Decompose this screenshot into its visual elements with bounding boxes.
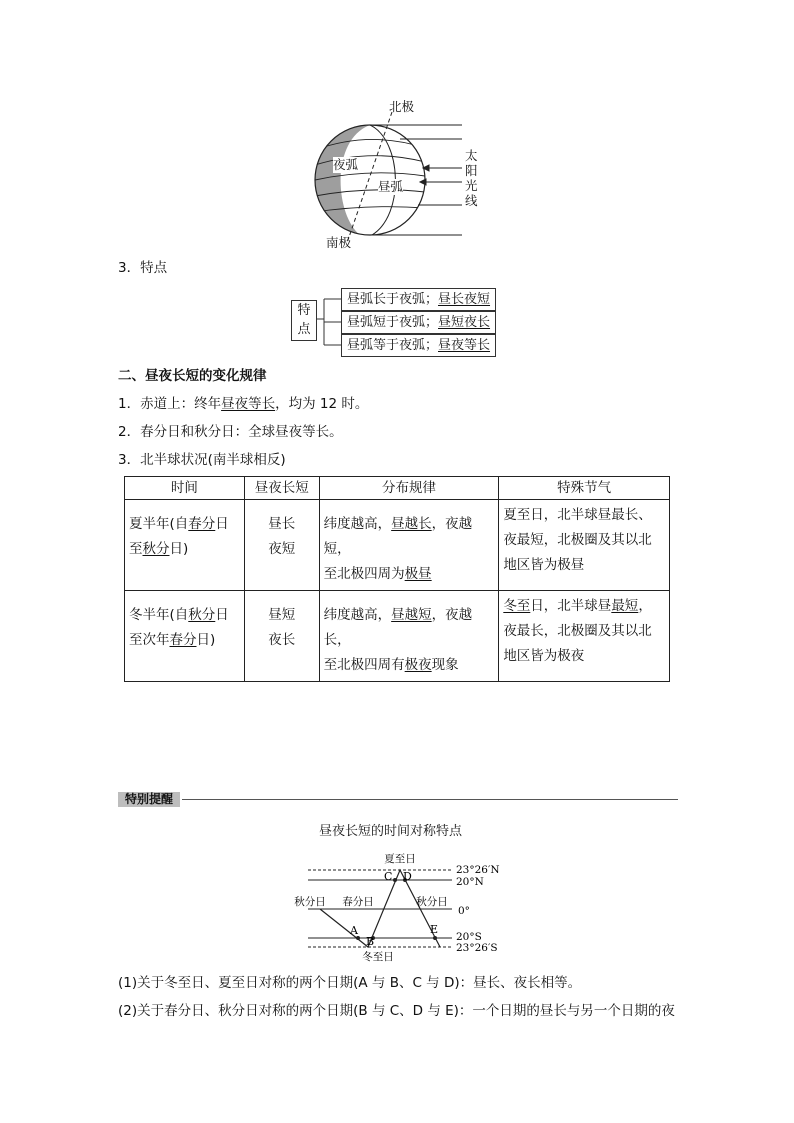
header-rule: 分布规律 [319,477,499,500]
south-pole-label: 南极 [326,235,352,250]
lat-label-20s: 20°S [456,931,482,943]
feature-row-2: 昼弧短于夜弧；昼短夜长 [341,311,496,334]
header-time: 时间 [125,477,245,500]
lat-label-equator: 0° [458,905,470,917]
note-2: (2)关于春分日、秋分日对称的两个日期(B 与 C、D 与 E)：一个日期的昼长与另一个日期的夜 [118,1003,675,1019]
cell-rule: 纬度越高，昼越长，夜越短， 至北极四周为极昼 [319,500,499,591]
note-1: (1)关于冬至日、夏至日对称的两个日期(A 与 B、C 与 D)：昼长、夜长相等。 [118,975,582,991]
table-header-row [125,477,670,500]
cell-time: 冬半年(自秋分日 至次年春分日) [125,591,245,682]
label-spring-equinox: 春分日 [342,896,374,908]
letter-c: C [384,870,393,883]
day-arc-label: 昼弧 [378,179,404,194]
daylength-table [124,476,670,682]
symmetry-diagram [294,848,520,963]
features-label: 特 点 [291,300,317,341]
north-pole-label: 北极 [389,99,415,114]
features-bracket [316,290,342,350]
cell-length: 昼长 夜短 [244,500,319,591]
label-winter-solstice: 冬至日 [362,951,394,963]
tip-divider [182,799,678,800]
lat-label-20n: 20°N [456,876,484,888]
sunlight-label: 太 阳 光 线 [465,148,478,208]
header-special: 特殊节气 [499,477,670,500]
lat-label-23s: 23°26′S [456,942,498,954]
night-arc-label: 夜弧 [333,157,359,172]
section2-title: 二、昼夜长短的变化规律 [118,368,267,384]
table-row [125,500,670,591]
label-autumn-left: 秋分日 [294,896,326,908]
diagram-title: 昼夜长短的时间对称特点 [319,824,463,839]
letter-a: A [350,924,358,937]
point-e [433,936,437,940]
section3-title: 3．特点 [118,260,168,276]
cell-time: 夏半年(自春分日 至秋分日) [125,500,245,591]
rule-3: 3．北半球状况(南半球相反) [118,452,286,468]
cell-special: 夏至日，北半球昼最长、 夜最短，北极圈及其以北 地区皆为极昼 [499,500,670,591]
rule-1: 1．赤道上：终年昼夜等长，均为 12 时。 [118,396,369,412]
letter-b: B [366,935,375,948]
tip-label: 特别提醒 [118,792,180,807]
cell-length: 昼短 夜长 [244,591,319,682]
label-autumn-right: 秋分日 [416,896,448,908]
table-row [125,591,670,682]
label-summer-solstice: 夏至日 [384,853,416,865]
lat-label-23n: 23°26′N [456,864,500,876]
point-c [393,878,397,882]
feature-row-1: 昼弧长于夜弧；昼长夜短 [341,288,496,311]
letter-e: E [430,923,439,936]
cell-rule: 纬度越高，昼越短，夜越长， 至北极四周有极夜现象 [319,591,499,682]
letter-d: D [403,870,412,883]
rule-2: 2．春分日和秋分日：全球昼夜等长。 [118,424,343,440]
feature-row-3: 昼弧等于夜弧；昼夜等长 [341,334,496,357]
cell-special: 冬至日，北半球昼最短， 夜最长，北极圈及其以北 地区皆为极夜 [499,591,670,682]
header-length: 昼夜长短 [244,477,319,500]
